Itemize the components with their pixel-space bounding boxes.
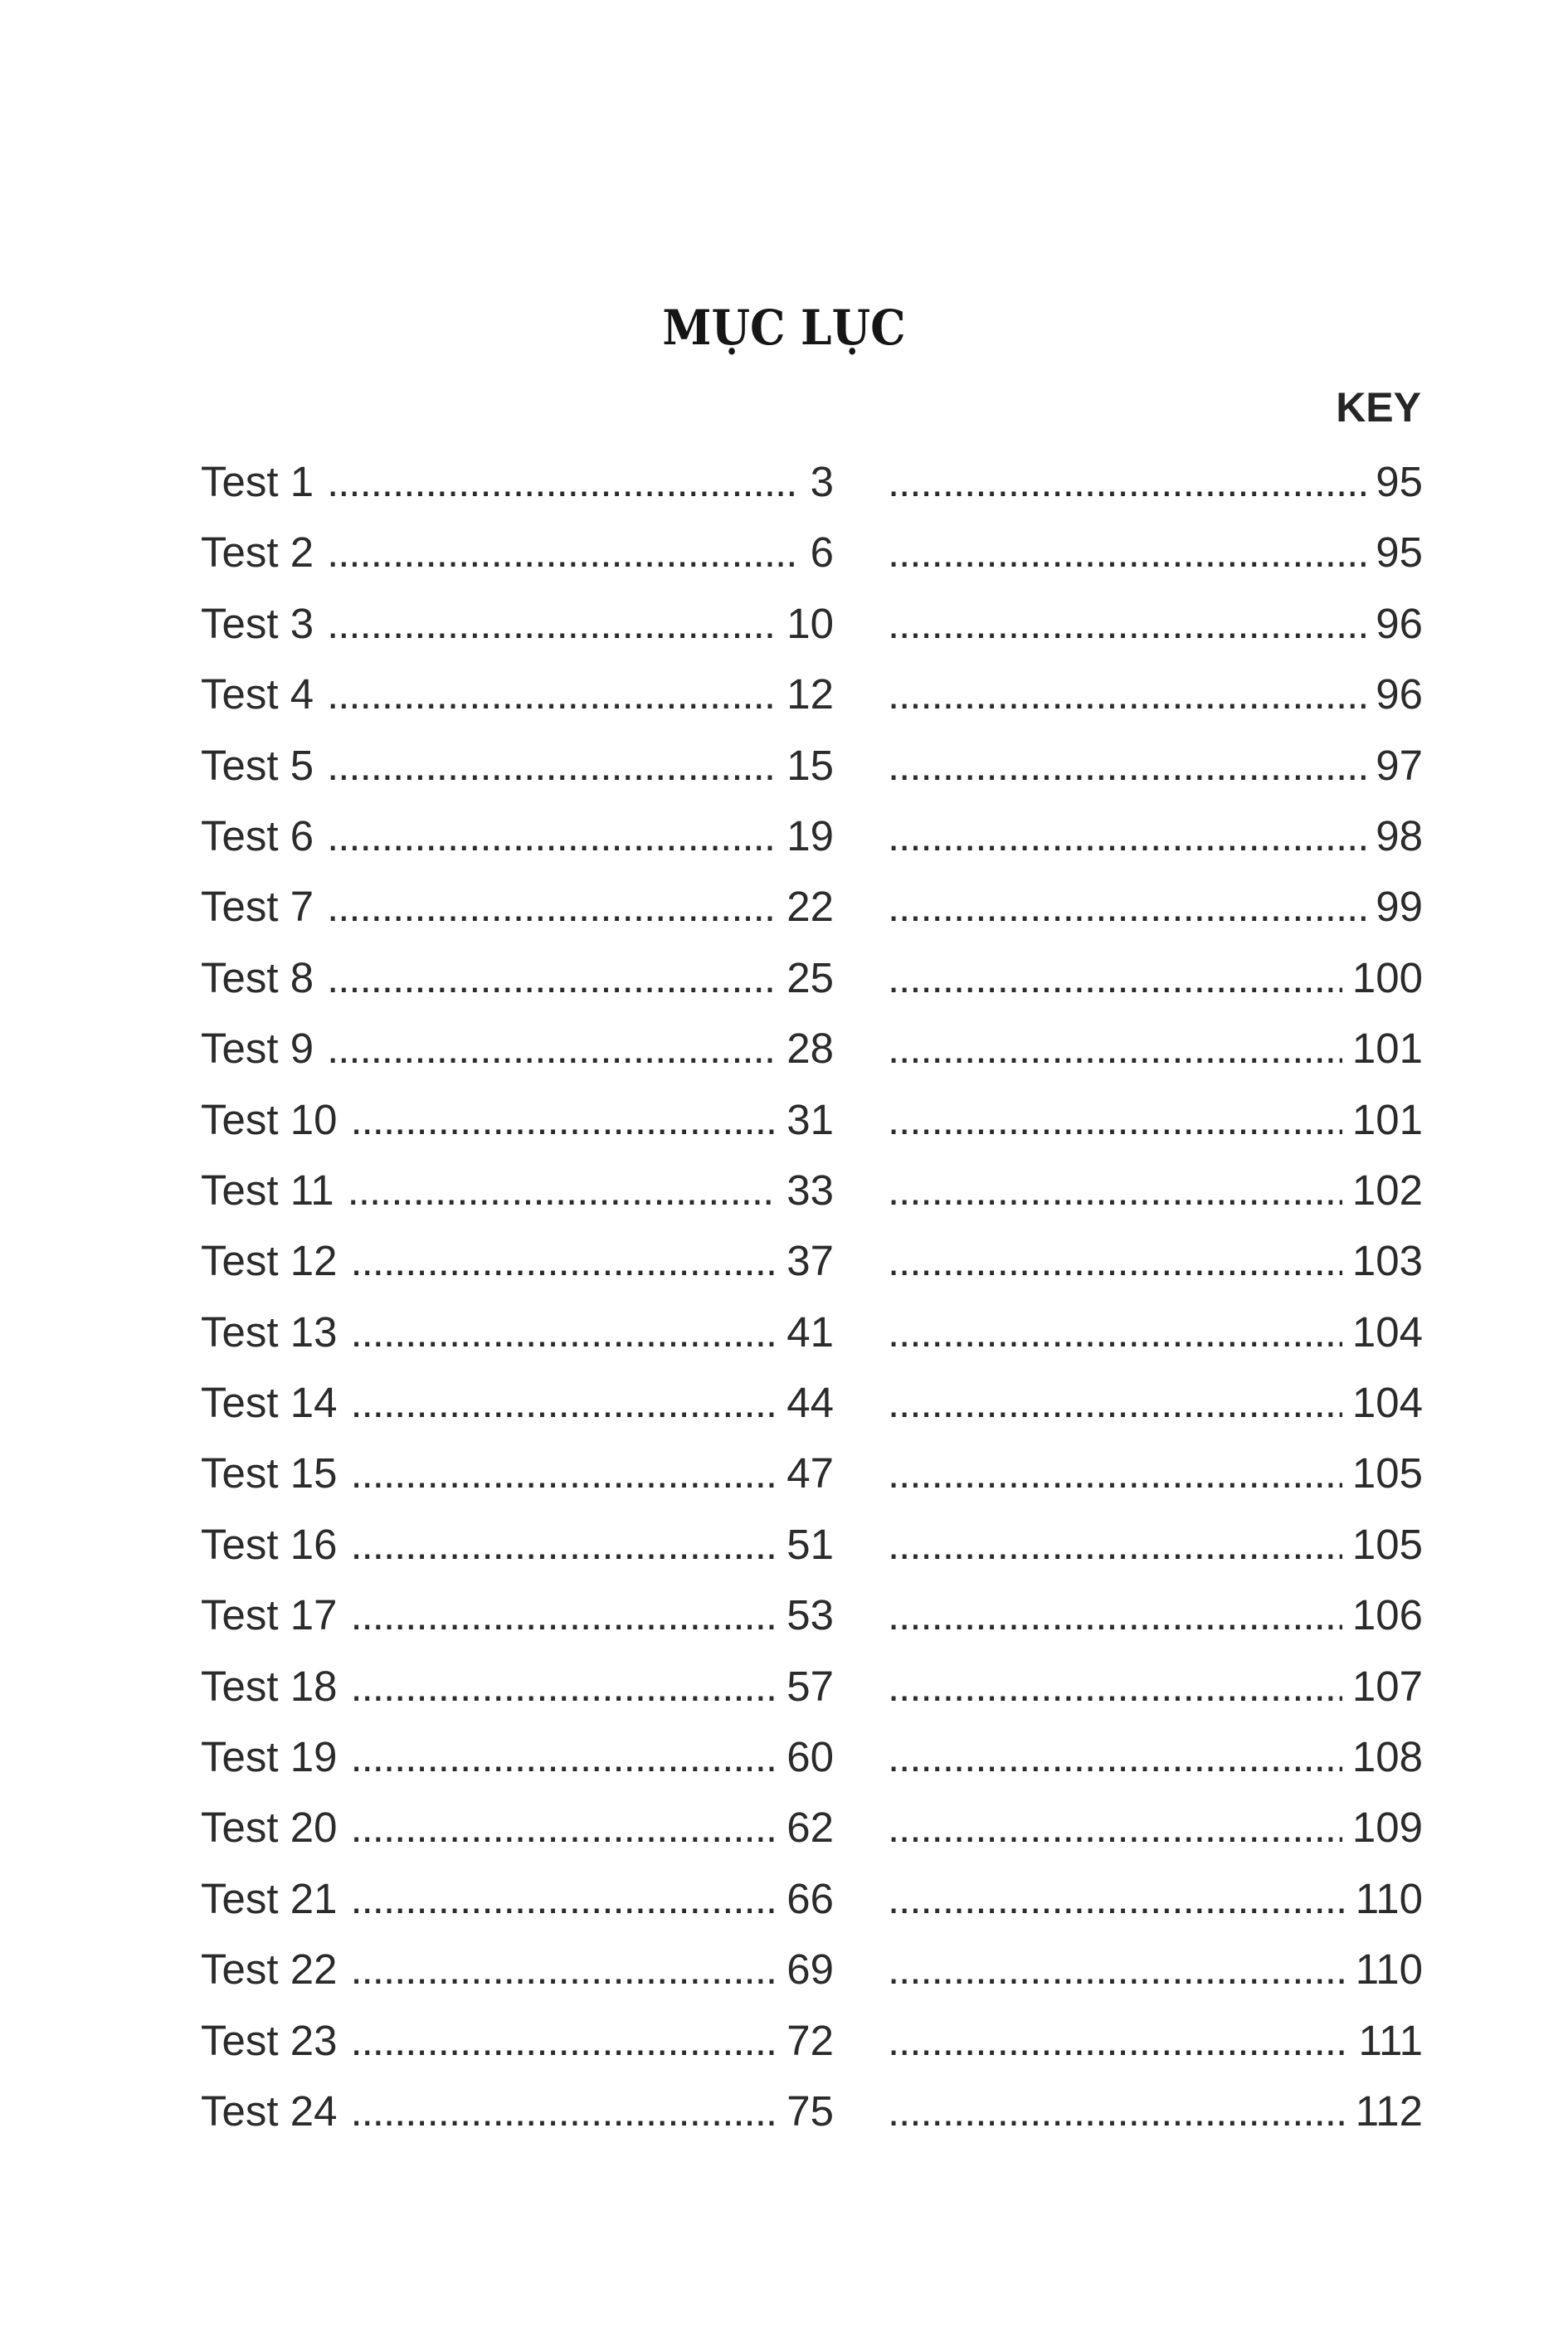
toc-row [201, 1084, 1423, 1155]
toc-row-left [201, 659, 834, 729]
key-dot-leader [888, 1863, 1346, 1934]
toc-row [201, 801, 1423, 871]
test-label: Test 14 [201, 1379, 338, 1427]
toc-row-right [888, 871, 1423, 942]
toc-row [201, 1509, 1423, 1580]
key-dot-leader [888, 1155, 1342, 1225]
toc-row [201, 446, 1423, 517]
dot-leader [350, 1297, 777, 1367]
toc-row [201, 588, 1423, 659]
page-number: 33 [786, 1166, 834, 1214]
key-dot-leader [888, 446, 1366, 517]
toc-row-left [201, 1509, 834, 1580]
toc-row-left [201, 1721, 834, 1792]
toc-row-right [888, 1934, 1423, 2004]
test-label: Test 3 [201, 599, 314, 647]
dot-leader [327, 871, 777, 942]
toc-row [201, 942, 1423, 1013]
toc-row-left [201, 1367, 834, 1438]
dot-leader [327, 942, 777, 1013]
test-label: Test 15 [201, 1449, 338, 1497]
toc-row [201, 2005, 1423, 2076]
toc-row [201, 1934, 1423, 2004]
dot-leader [350, 1438, 777, 1508]
test-label: Test 13 [201, 1307, 338, 1356]
dot-leader [327, 801, 777, 871]
toc-row-right [888, 446, 1423, 517]
toc-row-left [201, 871, 834, 942]
key-dot-leader [888, 1509, 1342, 1580]
test-label: Test 20 [201, 1804, 338, 1852]
toc-row-left [201, 1155, 834, 1225]
page-number: 44 [786, 1379, 834, 1427]
toc-row-left [201, 2076, 834, 2146]
dot-leader [327, 730, 777, 801]
dot-leader [350, 1792, 777, 1863]
key-number: 105 [1351, 1449, 1423, 1497]
toc-row [201, 1155, 1423, 1225]
key-dot-leader [888, 1934, 1346, 2004]
dot-leader [327, 446, 801, 517]
key-number: 106 [1351, 1591, 1423, 1639]
test-label: Test 1 [201, 458, 314, 505]
toc-row-left [201, 1651, 834, 1721]
toc-row [201, 1438, 1423, 1508]
toc-row-left [201, 1580, 834, 1650]
page-number: 6 [810, 528, 834, 577]
key-number: 99 [1376, 883, 1423, 931]
test-label: Test 16 [201, 1520, 338, 1568]
toc-row-right [888, 801, 1423, 871]
toc-row-left [201, 1297, 834, 1367]
key-dot-leader [888, 659, 1366, 729]
test-label: Test 10 [201, 1095, 338, 1143]
dot-leader [327, 1013, 777, 1083]
dot-leader [350, 2076, 777, 2146]
key-number: 110 [1355, 1874, 1423, 1922]
toc-row-right [888, 1580, 1423, 1650]
test-label: Test 7 [201, 883, 314, 931]
key-number: 107 [1351, 1662, 1423, 1710]
page-number: 3 [810, 458, 834, 505]
toc-row-right [888, 2005, 1423, 2076]
page-number: 28 [786, 1025, 834, 1073]
test-label: Test 8 [201, 953, 314, 1001]
test-label: Test 22 [201, 1945, 338, 1994]
dot-leader [350, 1367, 777, 1438]
key-dot-leader [888, 588, 1366, 659]
key-dot-leader [888, 1792, 1342, 1863]
test-label: Test 4 [201, 670, 314, 718]
key-number: 97 [1376, 741, 1423, 789]
toc-row-right [888, 1225, 1423, 1296]
toc-row-right [888, 730, 1423, 801]
dot-leader [350, 1084, 777, 1155]
toc-row [201, 1792, 1423, 1863]
test-label: Test 11 [201, 1166, 334, 1214]
key-number: 111 [1358, 2016, 1423, 2064]
key-dot-leader [888, 2005, 1348, 2076]
page-title: MỤC LỤC [662, 299, 906, 356]
key-number: 103 [1351, 1237, 1423, 1285]
dot-leader [348, 1155, 777, 1225]
test-label: Test 5 [201, 741, 314, 789]
toc-row [201, 871, 1423, 942]
page-number: 69 [786, 1945, 834, 1994]
toc-row [201, 1367, 1423, 1438]
test-label: Test 2 [201, 528, 314, 577]
test-label: Test 23 [201, 2016, 338, 2064]
toc-row [201, 1863, 1423, 1934]
page-number: 53 [786, 1591, 834, 1639]
key-dot-leader [888, 517, 1366, 587]
toc-row-right [888, 942, 1423, 1013]
toc-row [201, 1580, 1423, 1650]
key-number: 96 [1376, 599, 1423, 647]
test-label: Test 9 [201, 1025, 314, 1073]
toc-row [201, 1013, 1423, 1083]
toc-row-right [888, 517, 1423, 587]
page-number: 19 [786, 811, 834, 859]
page-number: 22 [786, 883, 834, 931]
toc-row-left [201, 1792, 834, 1863]
test-label: Test 24 [201, 2087, 338, 2135]
page-number: 57 [786, 1662, 834, 1710]
dot-leader [327, 517, 801, 587]
toc-row [201, 2076, 1423, 2146]
key-number: 105 [1351, 1520, 1423, 1568]
dot-leader [350, 1580, 777, 1650]
dot-leader [350, 1934, 777, 2004]
toc-row [201, 659, 1423, 729]
key-dot-leader [888, 1013, 1342, 1083]
key-number: 100 [1351, 953, 1423, 1001]
key-number: 108 [1351, 1733, 1423, 1781]
key-number: 104 [1351, 1307, 1423, 1356]
key-dot-leader [888, 2076, 1346, 2146]
key-dot-leader [888, 1438, 1342, 1508]
toc-row-left [201, 1084, 834, 1155]
dot-leader [350, 1863, 777, 1934]
test-label: Test 17 [201, 1591, 338, 1639]
toc-row-left [201, 942, 834, 1013]
key-number: 101 [1351, 1095, 1423, 1143]
page-number: 72 [786, 2016, 834, 2064]
page-number: 15 [786, 741, 834, 789]
key-dot-leader [888, 871, 1366, 942]
dot-leader [350, 2005, 777, 2076]
dot-leader [350, 1225, 777, 1296]
test-label: Test 19 [201, 1733, 338, 1781]
key-number: 110 [1355, 1945, 1423, 1994]
toc-row-right [888, 1155, 1423, 1225]
key-dot-leader [888, 730, 1366, 801]
page-number: 41 [786, 1307, 834, 1356]
toc-row-left [201, 588, 834, 659]
toc-row-right [888, 1509, 1423, 1580]
toc-list [201, 446, 1423, 2146]
test-label: Test 12 [201, 1237, 338, 1285]
toc-row-left [201, 1863, 834, 1934]
key-number: 101 [1351, 1025, 1423, 1073]
key-number: 104 [1351, 1379, 1423, 1427]
toc-row-right [888, 659, 1423, 729]
toc-row-right [888, 1367, 1423, 1438]
toc-row-right [888, 1013, 1423, 1083]
toc-row-right [888, 1297, 1423, 1367]
dot-leader [350, 1509, 777, 1580]
key-dot-leader [888, 1084, 1342, 1155]
key-dot-leader [888, 1651, 1342, 1721]
toc-row [201, 1721, 1423, 1792]
key-dot-leader [888, 1721, 1342, 1792]
toc-row [201, 730, 1423, 801]
toc-row-left [201, 446, 834, 517]
toc-row-right [888, 1792, 1423, 1863]
key-number: 102 [1351, 1166, 1423, 1214]
key-dot-leader [888, 1225, 1342, 1296]
test-label: Test 18 [201, 1662, 338, 1710]
key-dot-leader [888, 1297, 1342, 1367]
page-number: 51 [786, 1520, 834, 1568]
toc-row-left [201, 1013, 834, 1083]
toc-row-left [201, 801, 834, 871]
key-number: 95 [1376, 528, 1423, 577]
toc-row-left [201, 517, 834, 587]
test-label: Test 6 [201, 811, 314, 859]
page-number: 12 [786, 670, 834, 718]
toc-row [201, 1297, 1423, 1367]
page-number: 60 [786, 1733, 834, 1781]
key-dot-leader [888, 942, 1342, 1013]
dot-leader [327, 588, 777, 659]
key-number: 109 [1351, 1804, 1423, 1852]
toc-row [201, 517, 1423, 587]
dot-leader [350, 1651, 777, 1721]
page-number: 47 [786, 1449, 834, 1497]
key-number: 112 [1355, 2087, 1423, 2135]
key-column-header: KEY [1336, 384, 1421, 431]
toc-row-right [888, 1863, 1423, 1934]
toc-row-right [888, 1438, 1423, 1508]
toc-row-right [888, 1651, 1423, 1721]
toc-row-left [201, 2005, 834, 2076]
toc-row [201, 1225, 1423, 1296]
key-dot-leader [888, 1580, 1342, 1650]
page-number: 25 [786, 953, 834, 1001]
toc-row-right [888, 1721, 1423, 1792]
page-number: 62 [786, 1804, 834, 1852]
dot-leader [327, 659, 777, 729]
key-number: 98 [1376, 811, 1423, 859]
dot-leader [350, 1721, 777, 1792]
key-dot-leader [888, 801, 1366, 871]
toc-row-left [201, 730, 834, 801]
toc-row-left [201, 1934, 834, 2004]
key-number: 96 [1376, 670, 1423, 718]
test-label: Test 21 [201, 1874, 338, 1922]
page-number: 66 [786, 1874, 834, 1922]
toc-row-left [201, 1225, 834, 1296]
page-number: 10 [786, 599, 834, 647]
toc-row-right [888, 1084, 1423, 1155]
page-number: 31 [786, 1095, 834, 1143]
page-number: 75 [786, 2087, 834, 2135]
toc-row-left [201, 1438, 834, 1508]
key-number: 95 [1376, 458, 1423, 505]
toc-row [201, 1651, 1423, 1721]
page-number: 37 [786, 1237, 834, 1285]
key-dot-leader [888, 1367, 1342, 1438]
toc-row-right [888, 2076, 1423, 2146]
toc-row-right [888, 588, 1423, 659]
